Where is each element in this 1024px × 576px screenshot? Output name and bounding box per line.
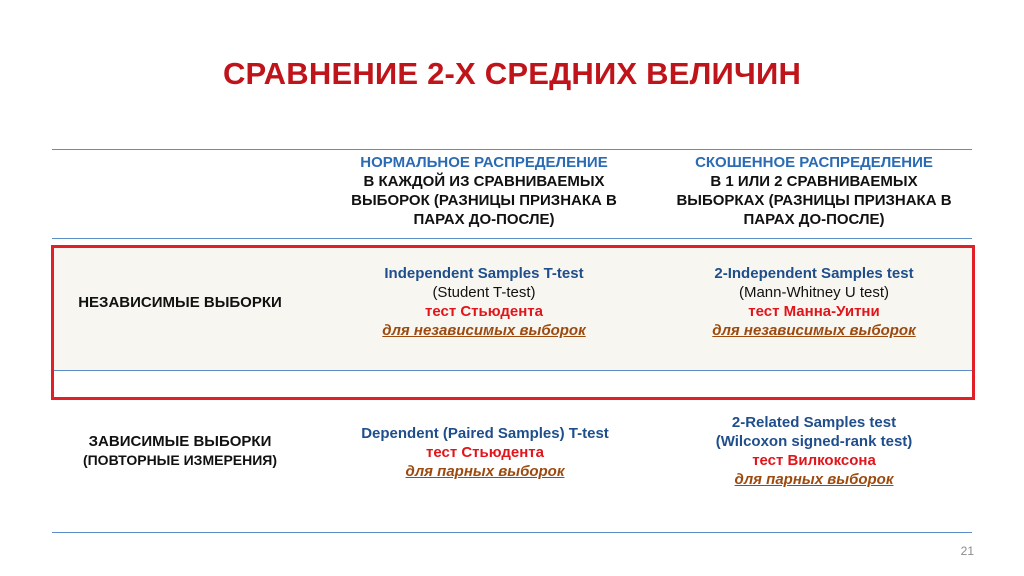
test-name: 2-Independent Samples test — [714, 265, 914, 282]
header-col2-line: ВЫБОРКАХ (РАЗНИЦЫ ПРИЗНАКА В — [676, 192, 952, 209]
table-bottom-rule — [52, 532, 972, 533]
header-col1-line: В КАЖДОЙ ИЗ СРАВНИВАЕМЫХ — [363, 173, 605, 190]
dependent-nonparametric-test — [664, 413, 964, 489]
header-skewed-distribution — [664, 153, 964, 229]
header-col1-title: НОРМАЛЬНОЕ РАСПРЕДЕЛЕНИЕ — [360, 154, 608, 171]
test-alias: (Student T-test) — [432, 284, 536, 301]
row-label-independent: НЕЗАВИСИМЫЕ ВЫБОРКИ — [78, 294, 282, 311]
test-alias: (Wilcoxon signed-rank test) — [715, 433, 913, 450]
slide-title: СРАВНЕНИЕ 2-Х СРЕДНИХ ВЕЛИЧИН — [222, 56, 802, 91]
test-purpose-link[interactable]: для парных выборок — [405, 463, 565, 480]
row-label-dependent — [60, 432, 300, 470]
test-purpose-link[interactable]: для парных выборок — [734, 471, 894, 488]
test-name: Dependent (Paired Samples) T-test — [361, 425, 609, 442]
header-col2-line: ПАРАХ ДО-ПОСЛЕ) — [743, 211, 885, 228]
test-name-ru: тест Манна-Уитни — [748, 303, 880, 320]
test-purpose-link[interactable]: для независимых выборок — [382, 322, 586, 339]
table-top-rule — [52, 149, 972, 150]
test-name: Independent Samples T-test — [384, 265, 584, 282]
header-normal-distribution — [334, 153, 634, 229]
test-name-ru: тест Стьюдента — [425, 303, 543, 320]
test-purpose-link[interactable]: для независимых выборок — [712, 322, 916, 339]
row-label-dependent-subtitle: (ПОВТОРНЫЕ ИЗМЕРЕНИЯ) — [82, 452, 278, 468]
header-col2-title: СКОШЕННОЕ РАСПРЕДЕЛЕНИЕ — [695, 154, 933, 171]
test-name-ru: тест Стьюдента — [426, 444, 544, 461]
test-alias: (Mann-Whitney U test) — [738, 284, 890, 301]
row-label-dependent-title: ЗАВИСИМЫЕ ВЫБОРКИ — [88, 433, 272, 450]
header-divider-rule — [52, 238, 972, 239]
dependent-parametric-test — [330, 424, 640, 481]
independent-nonparametric-test — [664, 264, 964, 340]
header-col1-line: ПАРАХ ДО-ПОСЛЕ) — [413, 211, 555, 228]
header-col2-line: В 1 ИЛИ 2 СРАВНИВАЕМЫХ — [710, 173, 918, 190]
header-col1-line: ВЫБОРОК (РАЗНИЦЫ ПРИЗНАКА В — [351, 192, 617, 209]
independent-parametric-test — [334, 264, 634, 340]
test-name: 2-Related Samples test — [731, 414, 897, 431]
page-number: 21 — [960, 544, 974, 558]
test-name-ru: тест Вилкоксона — [752, 452, 876, 469]
